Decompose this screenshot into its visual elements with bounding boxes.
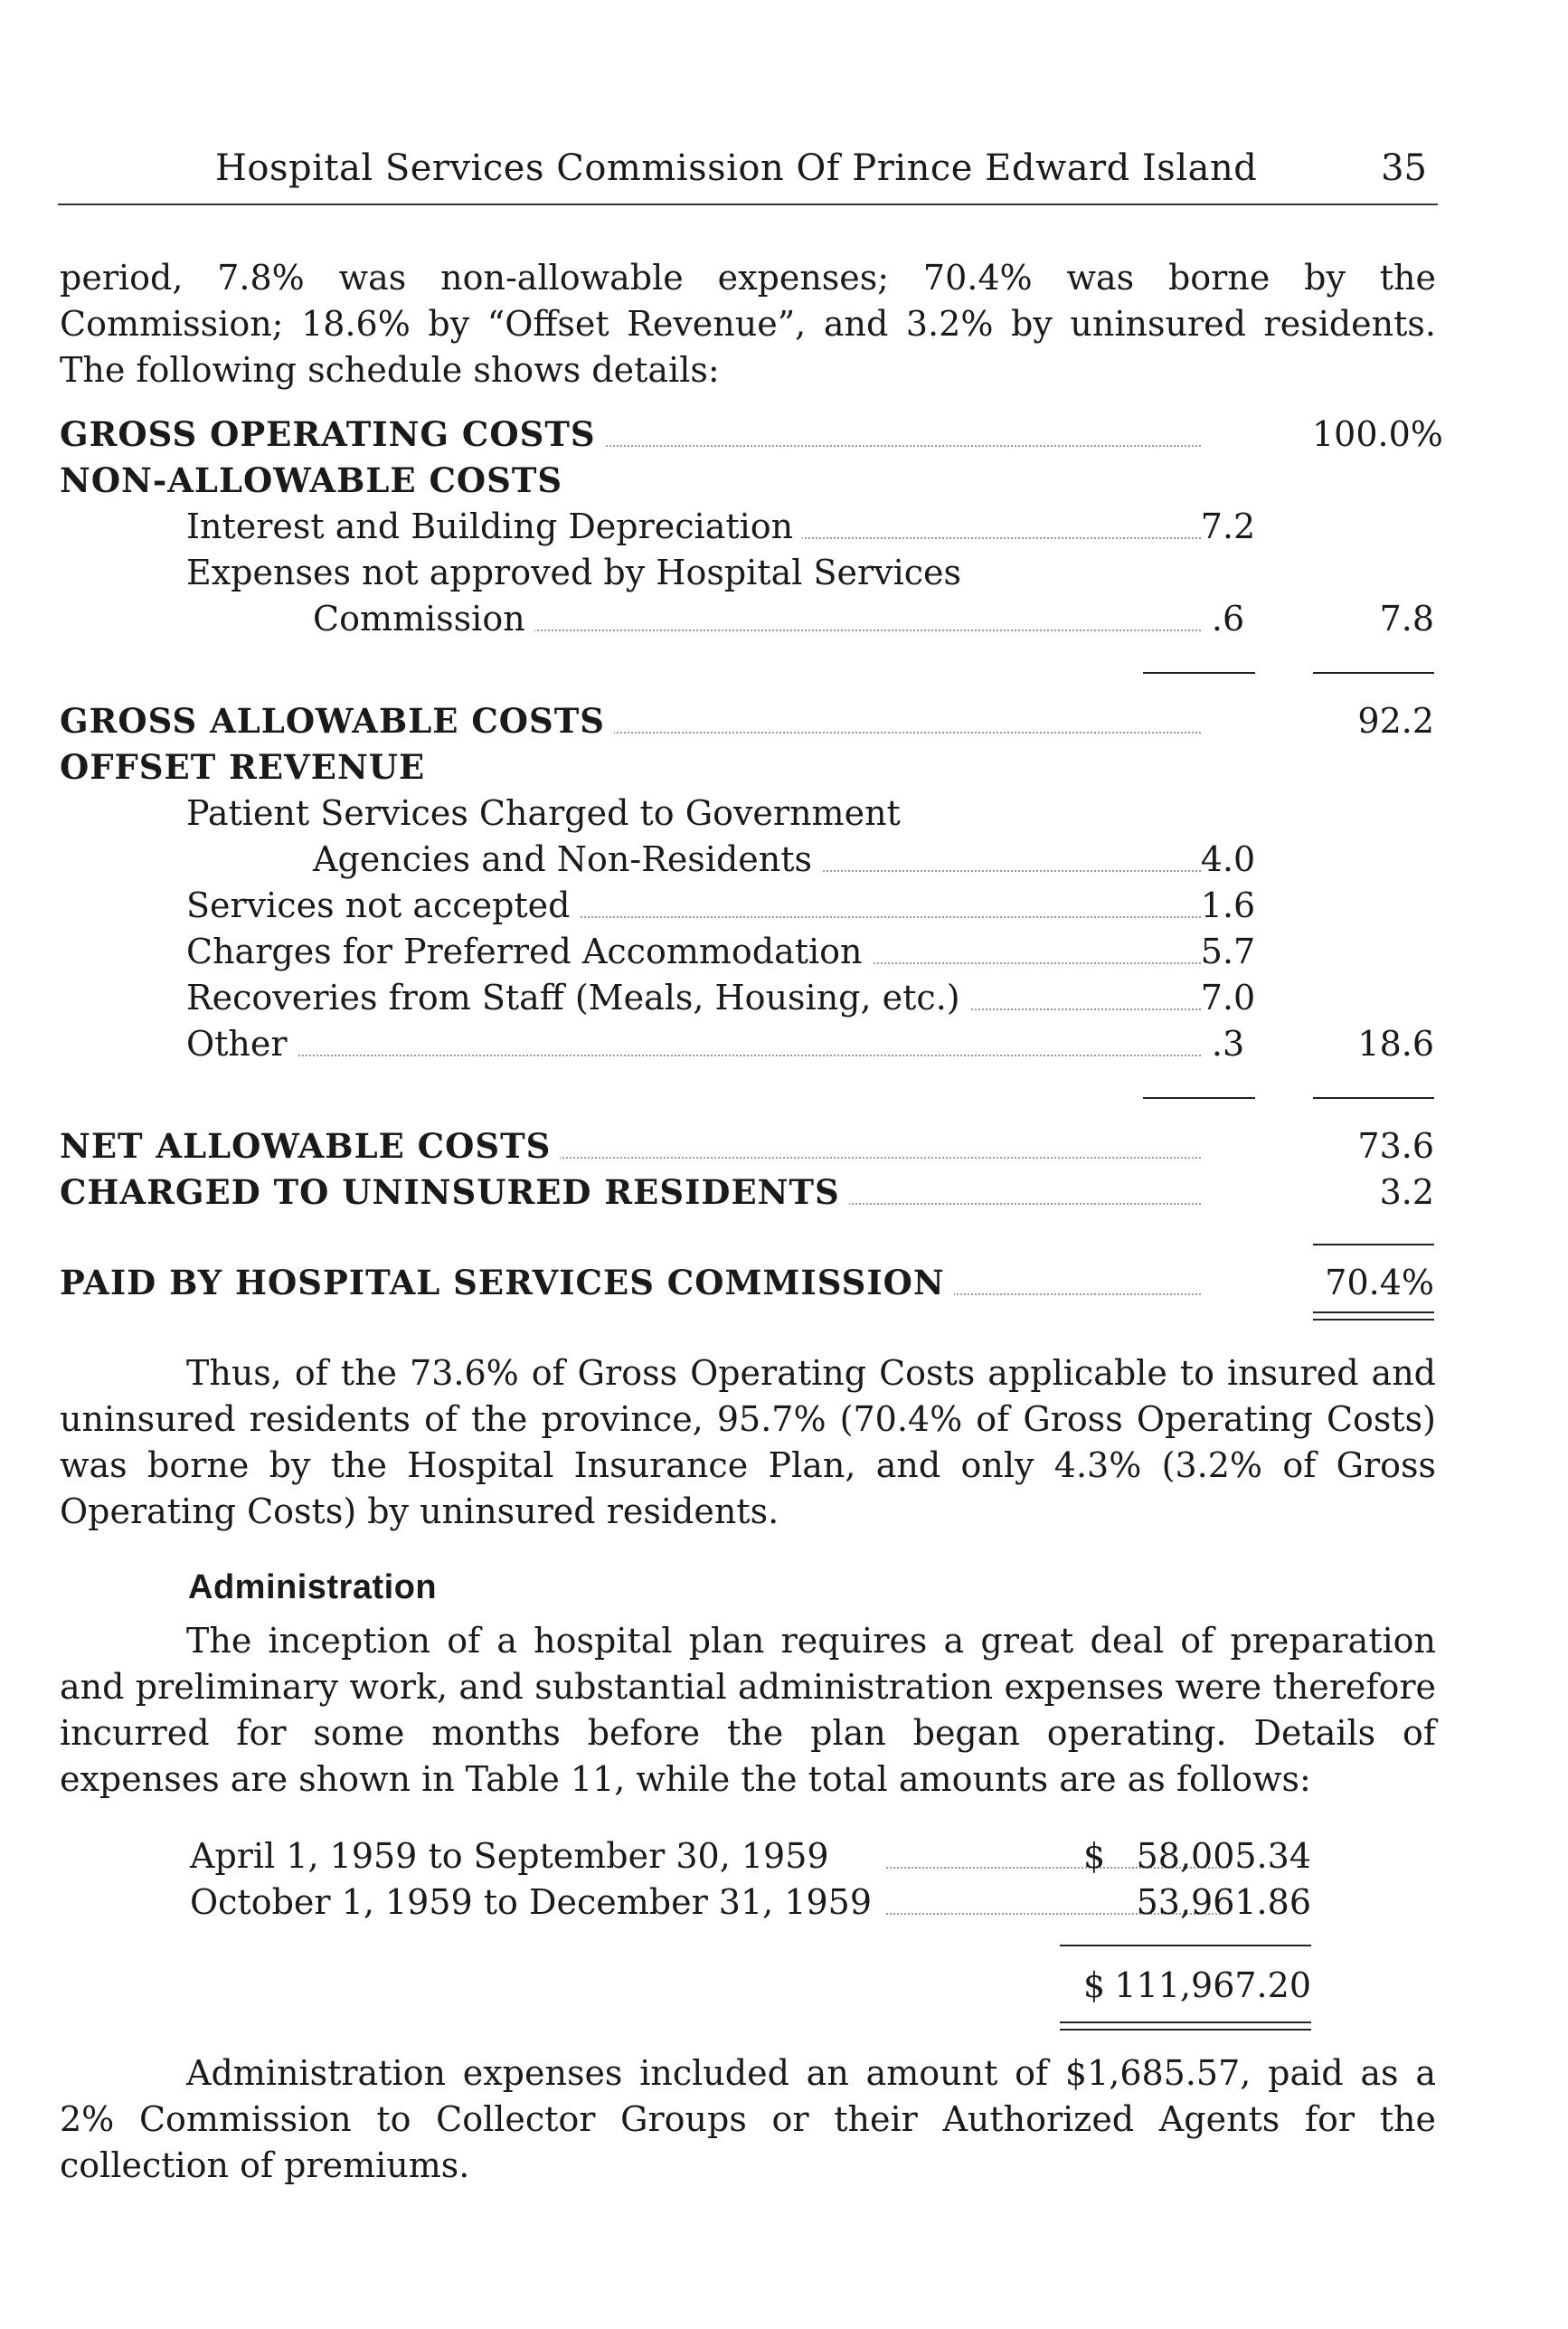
row-value: 7.0 <box>1200 978 1256 1018</box>
schedule-row-preferred <box>60 929 1436 975</box>
admin-row <box>190 1833 1311 1879</box>
schedule-row-paid-by-commission <box>60 1260 1436 1306</box>
thus-paragraph: Thus, of the 73.6% of Gross Operating Costs applicable to insured and uninsured residents of the province, 95.7% (70.4% of Gross Operating Costs) was borne by the Hospital Insurance Plan, and only 4.3% (3.2% of Gross Operating Costs) by uninsured residents. <box>60 1353 1436 1531</box>
section-heading: NON-ALLOWABLE COSTS <box>60 458 571 504</box>
dot-leader <box>186 1055 1201 1056</box>
row-label: Interest and Building Depreciation <box>186 504 802 550</box>
admin-row <box>190 1879 1311 1926</box>
schedule-heading-offset <box>60 744 1436 791</box>
row-value: 1.6 <box>1200 885 1256 925</box>
row-value: 4.0 <box>1200 839 1256 879</box>
schedule-heading-non-allowable <box>60 458 1436 504</box>
closing-paragraph: Administration expenses included an amount of $1,685.57, paid as a 2% Commission to Collector Groups or their Authorized Agents for the collection of premiums. <box>60 2053 1436 2185</box>
schedule-row-expenses-line1 <box>60 550 1436 596</box>
subtotal-rule <box>1060 1945 1311 1946</box>
row-total: 18.6 <box>1357 1024 1434 1064</box>
schedule-row-other <box>60 1021 1436 1067</box>
row-value: .6 <box>1211 599 1245 639</box>
row-label: Services not accepted <box>186 883 579 929</box>
double-rule <box>1060 2021 1311 2031</box>
schedule-row-interest <box>60 504 1436 550</box>
row-label: Patient Services Charged to Government <box>186 791 910 837</box>
header-title: Hospital Services Commission Of Prince Edward Island <box>215 147 1258 189</box>
subtotal-rule <box>1143 1097 1255 1099</box>
admin-row-label: October 1, 1959 to December 31, 1959 <box>190 1879 881 1926</box>
administration-paragraph: The inception of a hospital plan requires a great deal of preparation and preliminary work, and substantial administration expenses were therefore incurred for some months before the plan began operating. Details of expenses are shown in Table 11, while the total amounts are as follows: <box>60 1621 1436 1799</box>
row-label: Commission <box>313 596 534 642</box>
total-amount: 111,967.20 <box>1114 1965 1311 2005</box>
row-total: 7.8 <box>1379 599 1434 639</box>
administration-total <box>1074 1963 1311 2009</box>
subtotal-rule <box>1313 672 1434 674</box>
row-label: Charges for Preferred Accommodation <box>186 929 872 975</box>
admin-row-amount: 58,005.34 <box>1136 1836 1311 1876</box>
row-label: GROSS ALLOWABLE COSTS <box>60 698 614 744</box>
row-label: GROSS OPERATING COSTS <box>60 412 605 458</box>
intro-paragraph: period, 7.8% was non-allowable expenses; 70.4% was borne by the Commission; 18.6% by “Offset Revenue”, and 3.2% by uninsured residents. The following schedule shows details: <box>60 258 1436 390</box>
page-number: 35 <box>1381 147 1427 189</box>
admin-row-label: April 1, 1959 to September 30, 1959 <box>190 1833 838 1879</box>
subtotal-rule <box>1313 1097 1434 1099</box>
row-label: PAID BY HOSPITAL SERVICES COMMISSION <box>60 1260 954 1306</box>
currency-symbol: $ <box>1083 1965 1106 2005</box>
schedule-row-patient-line1 <box>60 791 1436 837</box>
schedule-row-gross-operating <box>60 412 1443 458</box>
row-label: NET ALLOWABLE COSTS <box>60 1123 560 1169</box>
administration-heading: Administration <box>188 1568 438 1606</box>
row-value: 7.2 <box>1200 507 1256 546</box>
schedule-row-recoveries <box>60 975 1436 1021</box>
header-rule <box>58 204 1438 205</box>
subtotal-rule <box>1143 672 1255 674</box>
schedule-row-patient-line2 <box>60 837 1436 883</box>
administration-amounts <box>190 1833 1311 1942</box>
row-label: CHARGED TO UNINSURED RESIDENTS <box>60 1169 849 1216</box>
row-total: 92.2 <box>1357 701 1434 741</box>
currency-symbol: $ <box>1083 1836 1106 1876</box>
schedule-row-net-allowable <box>60 1123 1436 1169</box>
cost-schedule <box>60 412 1443 1316</box>
double-rule <box>1313 1311 1434 1321</box>
admin-row-amount: 53,961.86 <box>1136 1882 1311 1922</box>
running-header <box>215 143 1427 194</box>
row-label: Agencies and Non-Residents <box>313 837 821 883</box>
row-value: .3 <box>1211 1024 1245 1064</box>
section-heading: OFFSET REVENUE <box>60 744 434 791</box>
row-total: 70.4% <box>1325 1263 1434 1302</box>
row-label: Expenses not approved by Hospital Services <box>186 550 970 596</box>
row-label: Recoveries from Staff (Meals, Housing, etc.) <box>186 975 969 1021</box>
schedule-row-services <box>60 883 1436 929</box>
row-value: 5.7 <box>1200 932 1256 971</box>
subtotal-rule <box>1313 1244 1434 1245</box>
row-label: Other <box>186 1021 297 1067</box>
schedule-row-expenses-line2 <box>60 596 1436 642</box>
row-total: 73.6 <box>1357 1126 1434 1166</box>
schedule-row-uninsured <box>60 1169 1436 1216</box>
schedule-row-gross-allowable <box>60 698 1436 744</box>
row-total: 100.0% <box>1312 414 1443 454</box>
row-total: 3.2 <box>1379 1172 1434 1212</box>
